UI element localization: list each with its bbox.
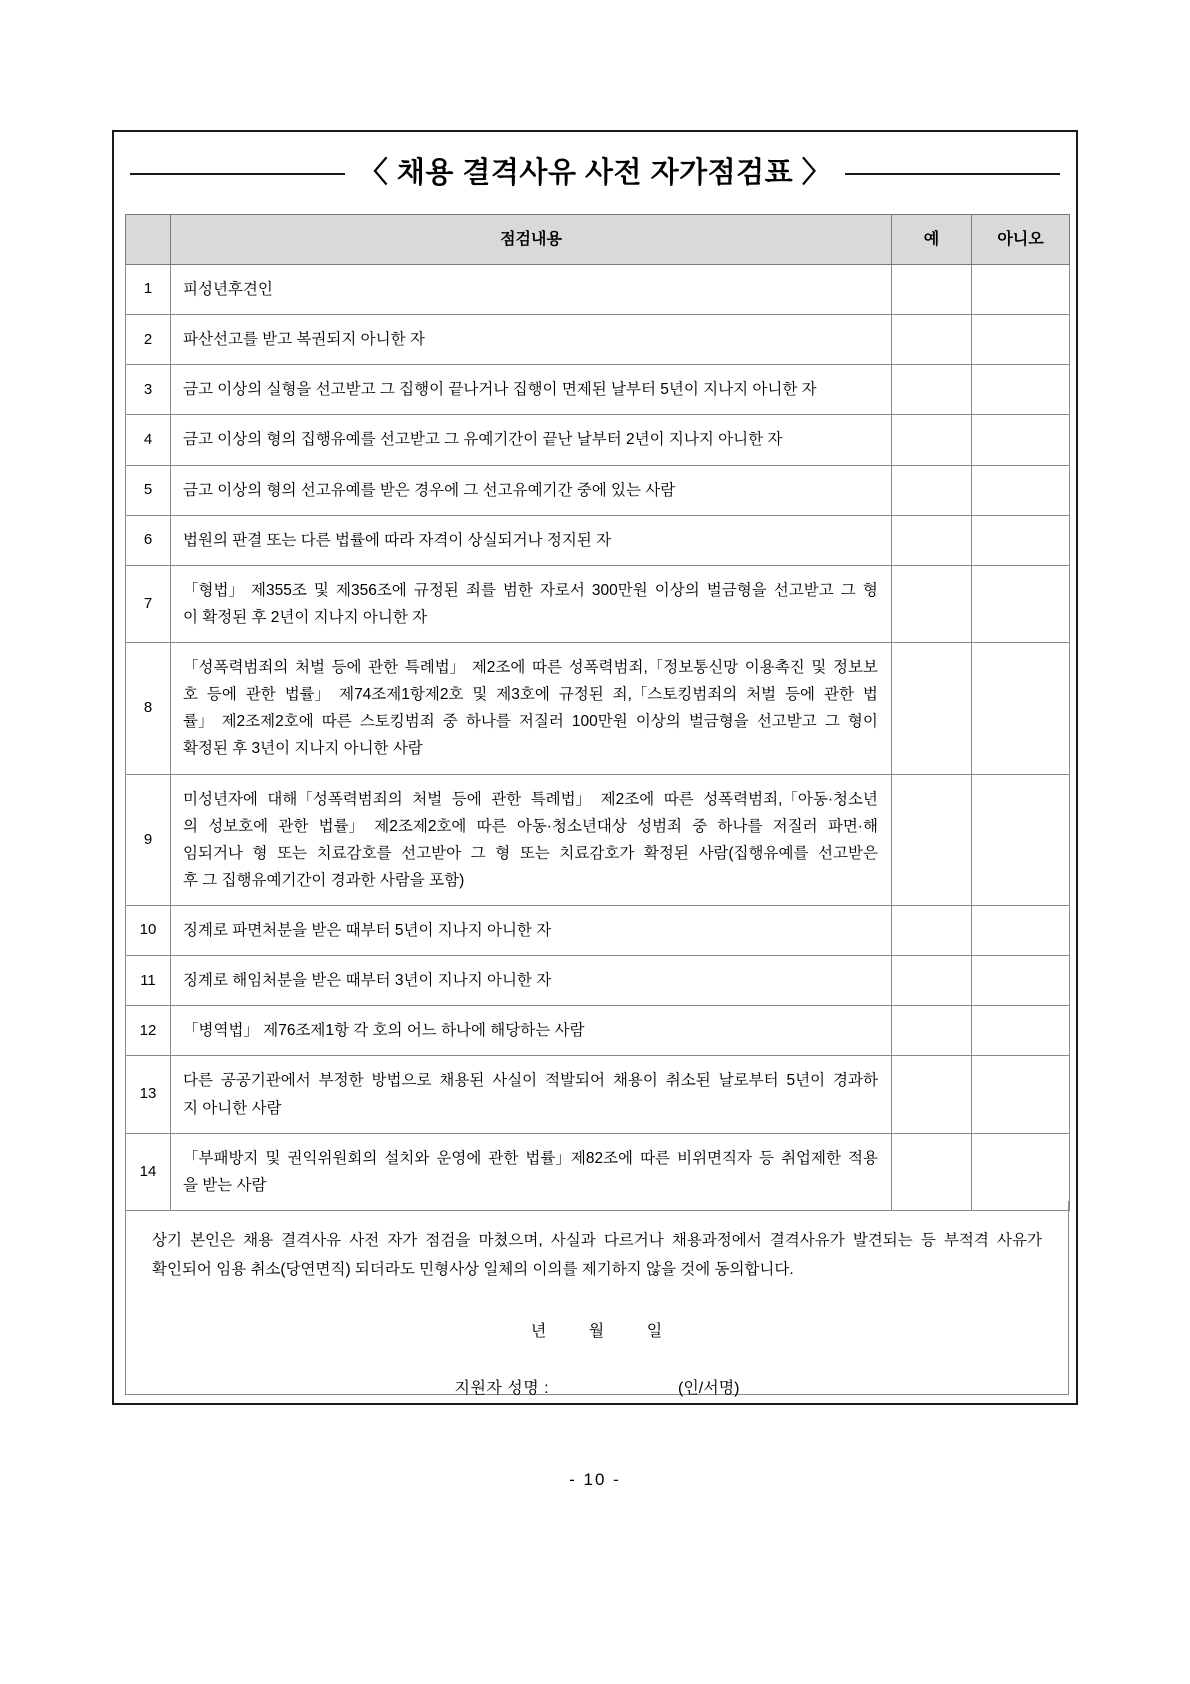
row-number: 2 xyxy=(126,315,171,365)
page-title: 〈 채용 결격사유 사전 자가점검표 〉 xyxy=(358,156,832,189)
row-number: 8 xyxy=(126,643,171,775)
table-row xyxy=(126,1133,1070,1210)
answer-cell-yes[interactable] xyxy=(892,1056,972,1133)
row-number: 6 xyxy=(126,515,171,565)
table-row xyxy=(126,365,1070,415)
answer-cell-no[interactable] xyxy=(972,956,1070,1006)
title-band xyxy=(114,132,1076,214)
date-line xyxy=(152,1318,1042,1341)
table-row xyxy=(126,643,1070,775)
row-number: 5 xyxy=(126,465,171,515)
answer-cell-yes[interactable] xyxy=(892,774,972,906)
row-description: 징계로 파면처분을 받은 때부터 5년이 지나지 아니한 자 xyxy=(171,906,892,956)
row-number: 4 xyxy=(126,415,171,465)
answer-cell-yes[interactable] xyxy=(892,515,972,565)
table-row xyxy=(126,1056,1070,1133)
row-number: 9 xyxy=(126,774,171,906)
row-description: 파산선고를 받고 복권되지 아니한 자 xyxy=(171,315,892,365)
row-description: 금고 이상의 실형을 선고받고 그 집행이 끝나거나 집행이 면제된 날부터 5년이 지나지 아니한 자 xyxy=(171,365,892,415)
column-header-content: 점검내용 xyxy=(171,215,892,265)
row-description: 미성년자에 대해「성폭력범죄의 처벌 등에 관한 특례법」 제2조에 따른 성폭력범죄,「아동·청소년 의 성보호에 관한 법률」 제2조제2호에 따른 아동·청소년대상 성범죄 중 하나를 저질러 파면·해 임되거나 형 또는 치료감호를 선고받아 그 형 또는 치료감호가 확정된 사람(집행유예를 선고받은 후 그 집행유예기간이 경과한 사람을 포함) xyxy=(171,774,892,906)
answer-cell-yes[interactable] xyxy=(892,315,972,365)
row-number: 13 xyxy=(126,1056,171,1133)
table-row xyxy=(126,774,1070,906)
table-header-row xyxy=(126,215,1070,265)
answer-cell-yes[interactable] xyxy=(892,1006,972,1056)
answer-cell-yes[interactable] xyxy=(892,365,972,415)
answer-cell-no[interactable] xyxy=(972,565,1070,642)
applicant-name-label: 지원자 성명 : xyxy=(454,1380,550,1398)
row-description: 금고 이상의 형의 선고유예를 받은 경우에 그 선고유예기간 중에 있는 사람 xyxy=(171,465,892,515)
column-header-yes: 예 xyxy=(892,215,972,265)
answer-cell-yes[interactable] xyxy=(892,465,972,515)
answer-cell-no[interactable] xyxy=(972,906,1070,956)
row-description: 피성년후견인 xyxy=(171,265,892,315)
row-number: 14 xyxy=(126,1133,171,1210)
row-description: 「병역법」 제76조제1항 각 호의 어느 하나에 해당하는 사람 xyxy=(171,1006,892,1056)
column-header-no: 아니오 xyxy=(972,215,1070,265)
answer-cell-no[interactable] xyxy=(972,265,1070,315)
answer-cell-no[interactable] xyxy=(972,415,1070,465)
row-description: 법원의 판결 또는 다른 법률에 따라 자격이 상실되거나 정지된 자 xyxy=(171,515,892,565)
consent-statement-block xyxy=(125,1201,1069,1398)
row-number: 11 xyxy=(126,956,171,1006)
row-number: 3 xyxy=(126,365,171,415)
answer-cell-no[interactable] xyxy=(972,1006,1070,1056)
answer-cell-no[interactable] xyxy=(972,1133,1070,1210)
date-year-label: 년 xyxy=(530,1323,548,1341)
table-row xyxy=(126,465,1070,515)
answer-cell-no[interactable] xyxy=(972,643,1070,775)
title-rule-left xyxy=(130,173,345,175)
answer-cell-yes[interactable] xyxy=(892,1133,972,1210)
column-header-number xyxy=(126,215,171,265)
answer-cell-no[interactable] xyxy=(972,365,1070,415)
table-header xyxy=(126,215,1070,265)
answer-cell-no[interactable] xyxy=(972,515,1070,565)
row-description: 금고 이상의 형의 집행유예를 선고받고 그 유예기간이 끝난 날부터 2년이 지나지 아니한 자 xyxy=(171,415,892,465)
row-description: 다른 공공기관에서 부정한 방법으로 채용된 사실이 적발되어 채용이 취소된 날로부터 5년이 경과하 지 아니한 사람 xyxy=(171,1056,892,1133)
row-number: 7 xyxy=(126,565,171,642)
row-description: 「형법」 제355조 및 제356조에 규정된 죄를 범한 자로서 300만원 이상의 벌금형을 선고받고 그 형 이 확정된 후 2년이 지나지 아니한 자 xyxy=(171,565,892,642)
table-row xyxy=(126,956,1070,1006)
table-row xyxy=(126,515,1070,565)
table-row xyxy=(126,565,1070,642)
answer-cell-yes[interactable] xyxy=(892,906,972,956)
row-number: 12 xyxy=(126,1006,171,1056)
table-body xyxy=(126,265,1070,1211)
row-number: 10 xyxy=(126,906,171,956)
answer-cell-yes[interactable] xyxy=(892,643,972,775)
consent-statement-text: 상기 본인은 채용 결격사유 사전 자가 점검을 마쳤으며, 사실과 다르거나 채용과정에서 결격사유가 발견되는 등 부적격 사유가 확인되어 임용 취소(당연면직) 되더라도 민형사상 일체의 이의를 제기하지 않을 것에 동의합니다. xyxy=(152,1232,1042,1278)
table-row xyxy=(126,315,1070,365)
answer-cell-yes[interactable] xyxy=(892,565,972,642)
document-page-frame xyxy=(112,130,1078,1405)
self-check-table xyxy=(125,214,1070,1211)
answer-cell-yes[interactable] xyxy=(892,265,972,315)
answer-cell-no[interactable] xyxy=(972,1056,1070,1133)
answer-cell-no[interactable] xyxy=(972,465,1070,515)
seal-signature-label: (인/서명) xyxy=(678,1380,740,1398)
row-description: 「부패방지 및 권익위원회의 설치와 운영에 관한 법률」제82조에 따른 비위면직자 등 취업제한 적용 을 받는 사람 xyxy=(171,1133,892,1210)
date-month-label: 월 xyxy=(588,1323,606,1341)
table-row xyxy=(126,265,1070,315)
table-row xyxy=(126,1006,1070,1056)
page-number: - 10 - xyxy=(569,1470,621,1489)
title-rule-right xyxy=(845,173,1060,175)
signature-line xyxy=(152,1375,1042,1398)
row-description: 「성폭력범죄의 처벌 등에 관한 특례법」 제2조에 따른 성폭력범죄,「정보통신망 이용촉진 및 정보보 호 등에 관한 법률」 제74조제1항제2호 및 제3호에 규정된 죄,「스토킹범죄의 처벌 등에 관한 법 률」 제2조제2호에 따른 스토킹범죄 중 하나를 저질러 100만원 이상의 벌금형을 선고받고 그 형이 확정된 후 3년이 지나지 아니한 사람 xyxy=(171,643,892,775)
row-number: 1 xyxy=(126,265,171,315)
answer-cell-yes[interactable] xyxy=(892,415,972,465)
table-row xyxy=(126,415,1070,465)
row-description: 징계로 해임처분을 받은 때부터 3년이 지나지 아니한 자 xyxy=(171,956,892,1006)
table-row xyxy=(126,906,1070,956)
answer-cell-no[interactable] xyxy=(972,315,1070,365)
date-day-label: 일 xyxy=(646,1323,664,1341)
answer-cell-yes[interactable] xyxy=(892,956,972,1006)
answer-cell-no[interactable] xyxy=(972,774,1070,906)
